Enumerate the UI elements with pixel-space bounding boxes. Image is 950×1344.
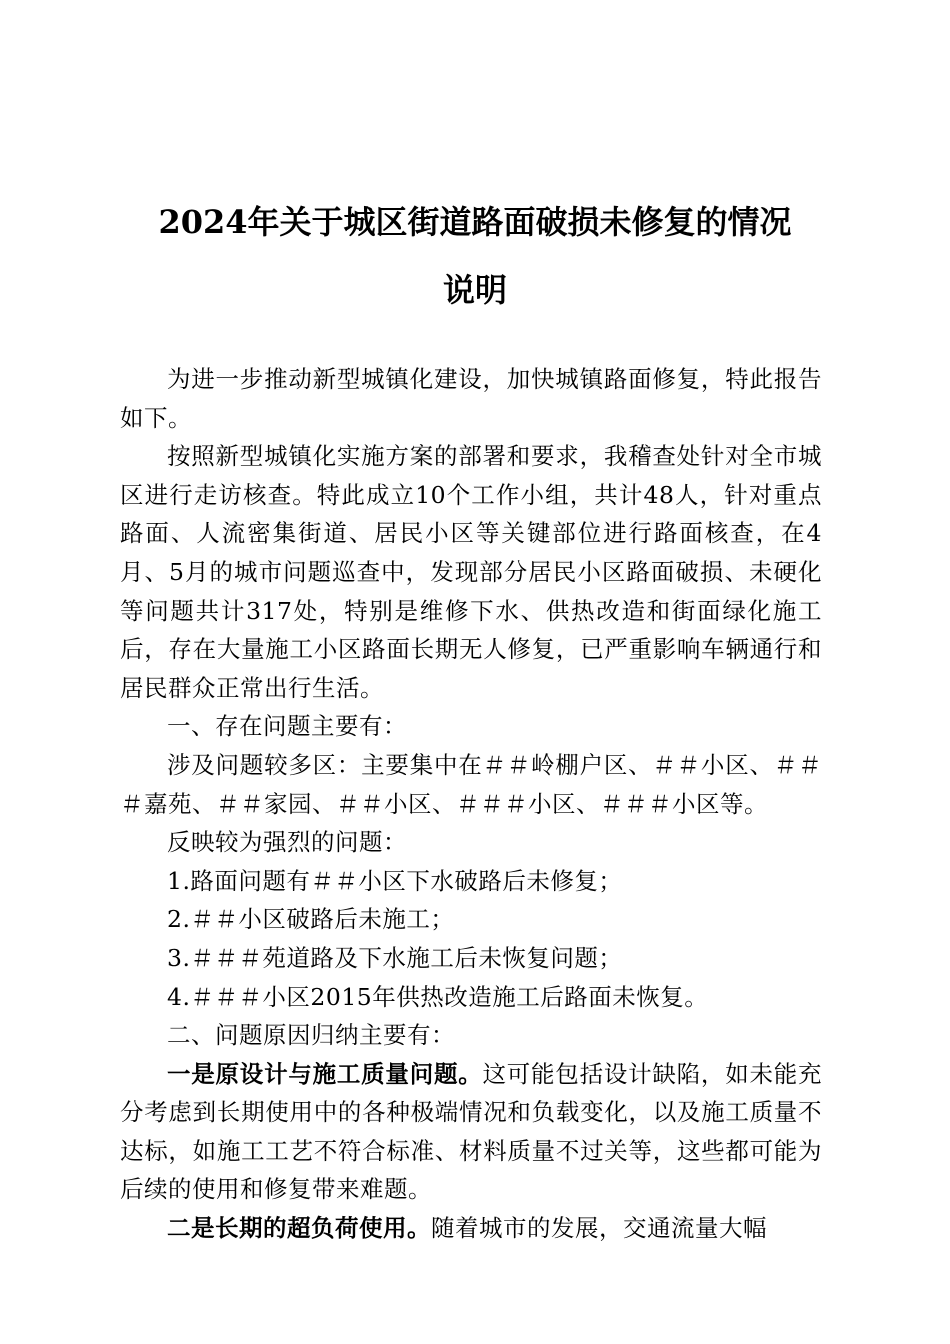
cause-1-lead: 一是原设计与施工质量问题。 [167,1059,483,1088]
title-line-1: 2024年关于城区街道路面破损未修复的情况 [158,203,792,241]
issue-item-1: 1.路面问题有＃＃小区下水破路后未修复； [167,866,623,895]
issues-intro: 反映较为强烈的问题： [167,828,407,857]
intro-paragraph: 为进一步推动新型城镇化建设，加快城镇路面修复，特此报告如下。 [120,365,822,432]
background-paragraph: 按照新型城镇化实施方案的部署和要求，我稽查处针对全市城区进行走访核查。特此成立10个工作小组，共计48人，针对重点路面、人流密集街道、居民小区等关键部位进行路面核查，在4月、5月的城市问题巡查中，发现部分居民小区路面破损、未硬化等问题共计317处，特别是维修下水、供热改造和街面绿化施工后，存在大量施工小区路面长期无人修复，已严重影响车辆通行和居民群众正常出行生活。 [120,442,822,702]
cause-1-text: 这可能包括设计缺陷，如未能充分考虑到长期使用中的各种极端情况和负载变化，以及施工质量不达标，如施工工艺不符合标准、材料质量不过关等，这些都可能为后续的使用和修复带来难题。 [120,1059,822,1204]
section-heading-causes: 二、问题原因归纳主要有： [167,1021,455,1050]
cause-paragraph-1 [120,1055,822,1209]
cause-2-text: 随着城市的发展，交通流量大幅 [431,1214,767,1243]
areas-paragraph: 涉及问题较多区：主要集中在＃＃岭棚户区、＃＃小区、＃＃＃嘉苑、＃＃家园、＃＃小区、＃＃＃小区、＃＃＃小区等。 [120,750,822,818]
cause-2-lead: 二是长期的超负荷使用。 [167,1214,431,1243]
document-title [110,188,840,324]
issue-item-2: 2.＃＃小区破路后未施工； [167,905,455,934]
section-heading-problems: 一、存在问题主要有： [167,712,407,741]
issue-item-4: 4.＃＃＃小区2015年供热改造施工后路面未恢复。 [167,982,709,1011]
issue-item-3: 3.＃＃＃苑道路及下水施工后未恢复问题； [167,943,623,972]
title-line-2: 说明 [442,271,507,309]
cause-paragraph-2 [120,1209,822,1248]
document-body [120,360,822,1248]
